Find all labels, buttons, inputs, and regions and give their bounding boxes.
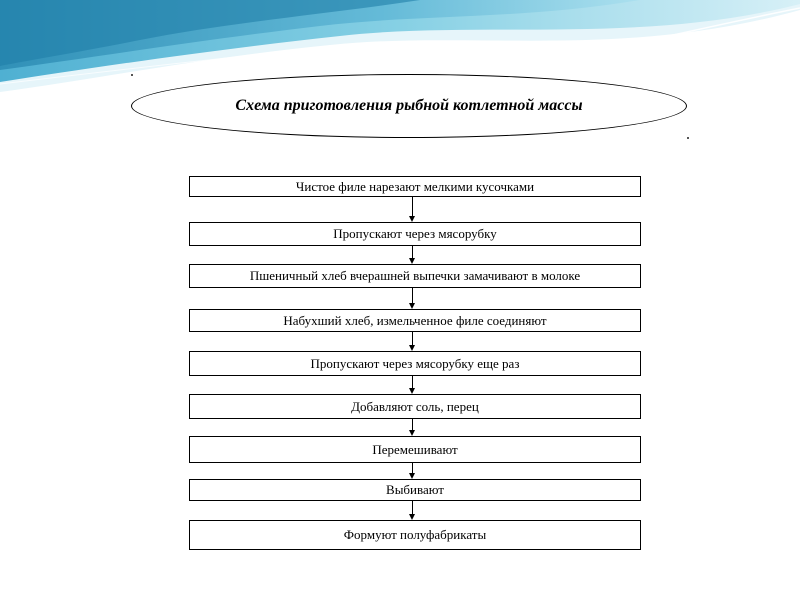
arrow-down-icon (409, 388, 415, 394)
arrow-down-icon (409, 430, 415, 436)
connector-line (412, 332, 413, 346)
flow-step: Выбивают (189, 479, 641, 501)
connector-line (412, 197, 413, 217)
connector-line (412, 288, 413, 304)
arrow-down-icon (409, 514, 415, 520)
flow-step: Перемешивают (189, 436, 641, 463)
flow-step: Добавляют соль, перец (189, 394, 641, 419)
arrow-down-icon (409, 216, 415, 222)
flow-step: Набухший хлеб, измельченное филе соединяют (189, 309, 641, 332)
flow-step: Чистое филе нарезают мелкими кусочками (189, 176, 641, 197)
arrow-down-icon (409, 258, 415, 264)
diagram-title: Схема приготовления рыбной котлетной массы (131, 74, 687, 138)
flow-step: Пропускают через мясорубку (189, 222, 641, 246)
arrow-down-icon (409, 473, 415, 479)
arrow-down-icon (409, 345, 415, 351)
flow-step: Формуют полуфабрикаты (189, 520, 641, 550)
arrow-down-icon (409, 303, 415, 309)
flow-step: Пропускают через мясорубку еще раз (189, 351, 641, 376)
connector-line (412, 501, 413, 515)
flow-step: Пшеничный хлеб вчерашней выпечки замачивают в молоке (189, 264, 641, 288)
